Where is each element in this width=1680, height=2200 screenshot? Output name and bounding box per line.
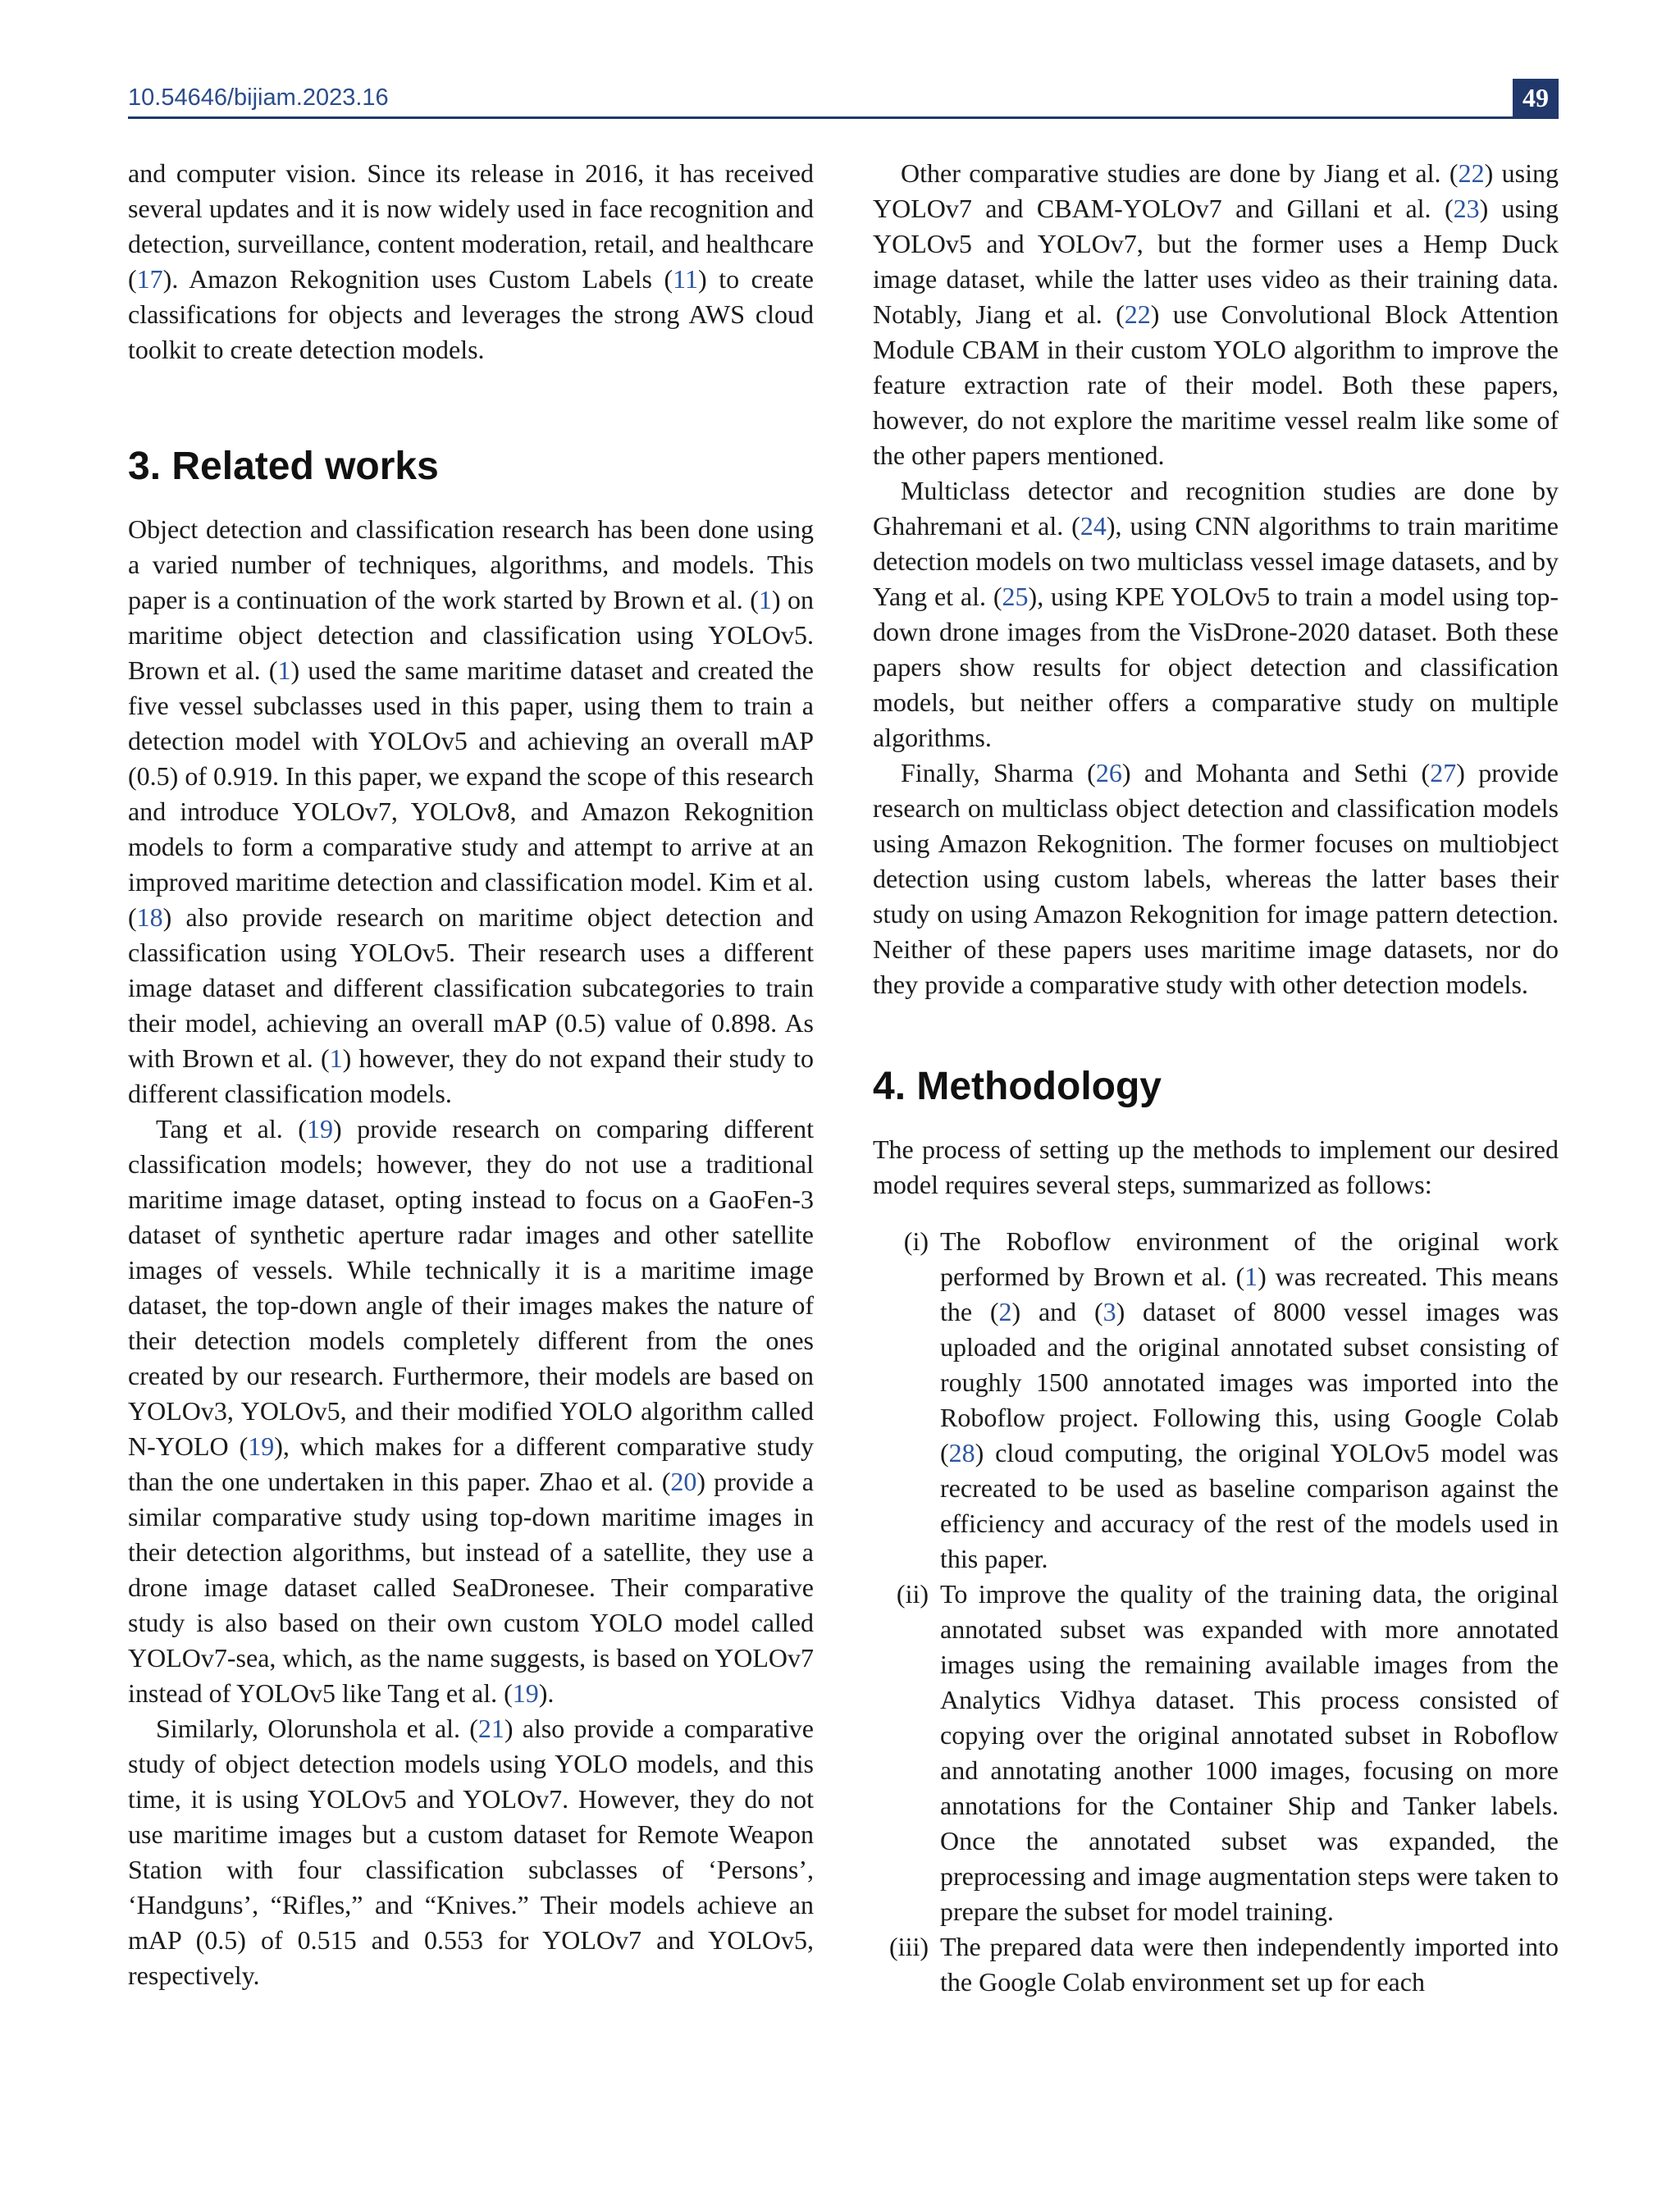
- related-works-paragraph-6: [873, 755, 1559, 1002]
- citation-link[interactable]: 26: [1095, 758, 1122, 787]
- text-run: ) provide a similar comparative study using top-down maritime images in their detection algorithms, but instead of a satellite, they use a drone image dataset called SeaDronesee. Their comparative study is also based on their own custom YOLO model called YOLOv7-sea, which, as the name suggests, is based on YOLOv7 instead of YOLOv5 like Tang et al. (: [128, 1467, 815, 1708]
- citation-link[interactable]: 1: [329, 1043, 343, 1073]
- text-run: ) however, they do not expand their study to different classification models.: [128, 1043, 814, 1108]
- text-run: The prepared data were then independently imported into the Google Colab environment set up for each: [940, 1932, 1559, 1997]
- related-works-paragraph-3: [128, 1711, 814, 1993]
- citation-link[interactable]: 21: [477, 1714, 504, 1743]
- text-run: ) used the same maritime dataset and created the five vessel subclasses used in this paper, using them to train a detection model with YOLOv5 and achieving an overall mAP (0.5) of 0.919. In this paper, we expand the scope of this research and introduce YOLOv7, YOLOv8, and Amazon Rekognition models to form a comparative study and attempt to arrive at an improved maritime detection and classification model. Kim et al. (: [128, 655, 815, 932]
- citation-link[interactable]: 2: [998, 1297, 1012, 1326]
- citation-link[interactable]: 27: [1430, 758, 1457, 787]
- text-run: ) and (: [1011, 1297, 1103, 1326]
- text-run: ), which makes for a different comparative study than the one undertaken in this paper. Zhao et al. (: [128, 1431, 815, 1496]
- citation-link[interactable]: 3: [1102, 1297, 1116, 1326]
- citation-link[interactable]: 20: [670, 1467, 697, 1496]
- text-run: ) to create classifications for objects and leverages the strong AWS cloud toolkit to create detection models.: [128, 264, 815, 364]
- header-rule: [128, 116, 1559, 119]
- methodology-steps-list: [873, 1224, 1559, 2000]
- citation-link[interactable]: 28: [948, 1438, 975, 1467]
- citation-link[interactable]: 22: [1458, 158, 1485, 188]
- right-column: [873, 156, 1559, 2000]
- citation-link[interactable]: 19: [512, 1678, 539, 1708]
- text-run: ) also provide research on maritime object detection and classification using YOLOv5. Their research uses a different image dataset and different classification subcategories to train their model, achieving an overall mAP (0.5) value of 0.898. As with Brown et al. (: [128, 902, 814, 1073]
- text-run: ), using KPE YOLOv5 to train a model using top-down drone images from the VisDrone-2020 dataset. Both these papers show results for object detection and classification models, but neither offers a comparative study on multiple algorithms.: [873, 582, 1559, 752]
- citation-link[interactable]: 17: [136, 264, 163, 294]
- related-works-paragraph-2: [128, 1111, 814, 1711]
- text-run: Finally, Sharma (: [901, 758, 1096, 787]
- citation-link[interactable]: 22: [1124, 299, 1151, 329]
- text-run: ) was recreated. This means the (: [940, 1262, 1559, 1326]
- related-works-paragraph-5: [873, 473, 1559, 755]
- text-run: ) dataset of 8000 vessel images was uploaded and the original annotated subset consisting of roughly 1500 annotated images was imported into the Roboflow project. Following this, using Google Colab (: [940, 1297, 1559, 1467]
- left-column: [128, 156, 814, 1993]
- citation-link[interactable]: 19: [306, 1114, 333, 1143]
- section-heading-methodology: 4. Methodology: [873, 1065, 1162, 1108]
- text-run: ).: [538, 1678, 555, 1708]
- list-item: [873, 1577, 1559, 1929]
- text-run: and computer vision. Since its release in 2016, it has received several updates and it is now widely used in face recognition and detection, surveillance, content moderation, retail, and healthcare (: [128, 158, 814, 294]
- citation-link[interactable]: 19: [248, 1431, 275, 1461]
- text-run: ) use Convolutional Block Attention Module CBAM in their custom YOLO algorithm to improve the feature extraction rate of their model. Both these papers, however, do not explore the maritime vessel realm like some of the other papers mentioned.: [873, 299, 1559, 470]
- text-run: ) on maritime object detection and classification using YOLOv5. Brown et al. (: [128, 585, 815, 685]
- related-works-paragraph-1: [128, 512, 814, 1111]
- citation-link[interactable]: 1: [277, 655, 291, 685]
- page-number-badge: 49: [1513, 79, 1559, 116]
- text-run: Similarly, Olorunshola et al. (: [156, 1714, 478, 1743]
- text-run: ) also provide a comparative study of object detection models using YOLO models, and this time, it is using YOLOv5 and YOLOv7. However, they do not use maritime images but a custom dataset for Remote Weapon Station with four classification subclasses of ‘Persons’, ‘Handguns’, “Rifles,” and “Knives.” Their models achieve an mAP (0.5) of 0.515 and 0.553 for YOLOv7 and YOLOv5, respectively.: [128, 1714, 814, 1990]
- list-item-number: (ii): [896, 1579, 929, 1609]
- text-run: ) using YOLOv7 and CBAM-YOLOv7 and Gillani et al. (: [873, 158, 1559, 223]
- citation-link[interactable]: 25: [1002, 582, 1029, 611]
- citation-link[interactable]: 24: [1080, 511, 1107, 541]
- text-run: Object detection and classification research has been done using a varied number of techniques, algorithms, and models. This paper is a continuation of the work started by Brown et al. (: [128, 514, 814, 614]
- list-item: [873, 1224, 1559, 1577]
- text-run: The Roboflow environment of the original work performed by Brown et al. (: [940, 1226, 1559, 1291]
- text-run: ) cloud computing, the original YOLOv5 model was recreated to be used as baseline comparison against the efficiency and accuracy of the rest of the models used in this paper.: [940, 1438, 1559, 1573]
- methodology-intro: The process of setting up the methods to implement our desired model requires several steps, summarized as follows:: [873, 1134, 1559, 1199]
- citation-link[interactable]: 1: [758, 585, 772, 614]
- text-run: Multiclass detector and recognition studies are done by Ghahremani et al. (: [873, 476, 1559, 541]
- intro-continuation: [128, 156, 814, 367]
- section-heading-related-works: 3. Related works: [128, 445, 439, 488]
- list-item: [873, 1929, 1559, 2000]
- text-run: ), using CNN algorithms to train maritime detection models on two multiclass vessel image datasets, and by Yang et al. (: [873, 511, 1559, 611]
- text-run: ) provide research on comparing different classification models; however, they do not use a traditional maritime image dataset, opting instead to focus on a GaoFen-3 dataset of synthetic aperture radar images and other satellite images of vessels. While technically it is a maritime image dataset, the top-down angle of their images makes the nature of their detection models completely different from the ones created by our research. Furthermore, their models are based on YOLOv3, YOLOv5, and their modified YOLO algorithm called N-YOLO (: [128, 1114, 815, 1461]
- text-run: Tang et al. (: [156, 1114, 307, 1143]
- text-run: ) and Mohanta and Sethi (: [1121, 758, 1431, 787]
- text-run: Other comparative studies are done by Jiang et al. (: [901, 158, 1459, 188]
- doi-link[interactable]: 10.54646/bijiam.2023.16: [128, 84, 389, 111]
- citation-link[interactable]: 1: [1244, 1262, 1258, 1291]
- text-run: ) using YOLOv5 and YOLOv7, but the former uses a Hemp Duck image dataset, while the latter uses video as their training data. Notably, Jiang et al. (: [873, 194, 1559, 329]
- text-run: ). Amazon Rekognition uses Custom Labels (: [162, 264, 673, 294]
- citation-link[interactable]: 18: [136, 902, 163, 932]
- citation-link[interactable]: 11: [673, 264, 698, 294]
- list-item-number: (i): [903, 1226, 929, 1256]
- text-run: ) provide research on multiclass object detection and classification models using Amazon Rekognition. The former focuses on multiobject detection using custom labels, whereas the latter bases their study on using Amazon Rekognition for image pattern detection. Neither of these papers uses maritime image datasets, nor do they provide a comparative study with other detection models.: [873, 758, 1559, 999]
- related-works-paragraph-4: [873, 156, 1559, 473]
- running-header: [128, 79, 1559, 116]
- citation-link[interactable]: 23: [1453, 194, 1480, 223]
- text-run: To improve the quality of the training data, the original annotated subset was expanded with more annotated images using the remaining available images from the Analytics Vidhya dataset. This process consisted of copying over the original annotated subset in Roboflow and annotating another 1000 images, focusing on more annotations for the Container Ship and Tanker labels. Once the annotated subset was expanded, the preprocessing and image augmentation steps were taken to prepare the subset for model training.: [940, 1579, 1559, 1926]
- list-item-number: (iii): [889, 1932, 929, 1961]
